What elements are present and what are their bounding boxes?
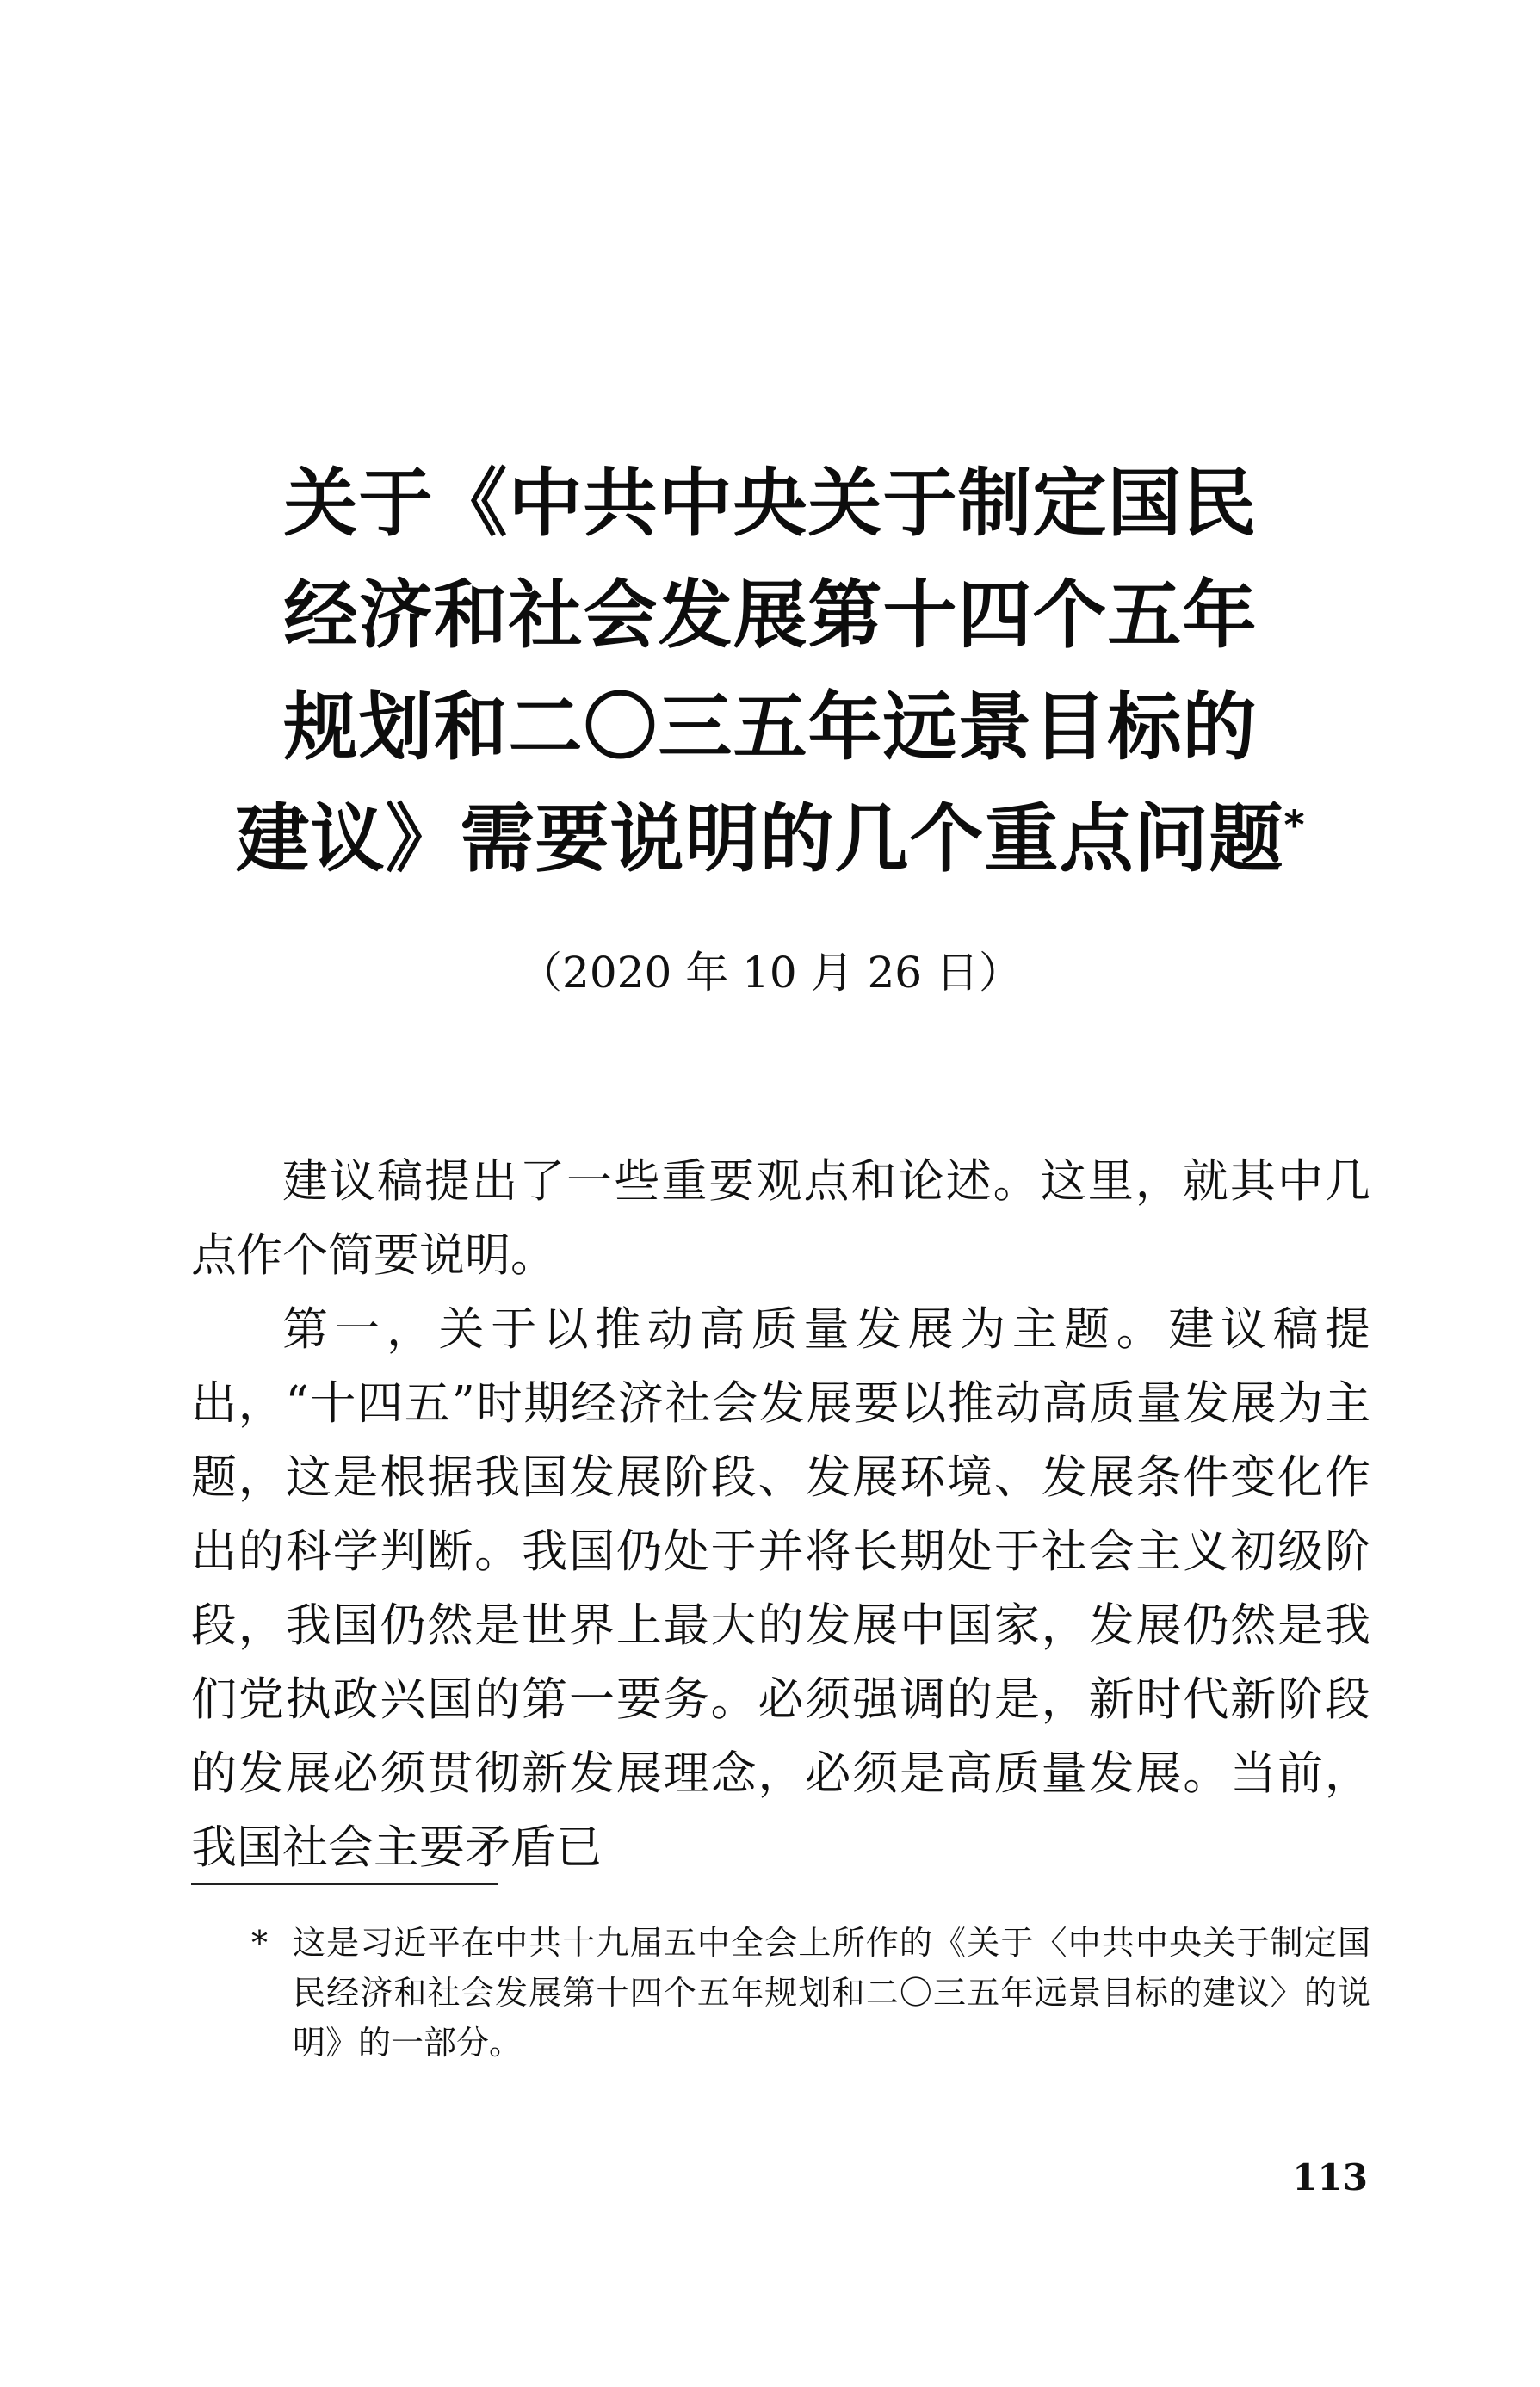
speech-date: （2020 年 10 月 26 日） [519,948,1022,998]
page-number: 113 [1292,2156,1368,2198]
title-line-1: 关于《中共中央关于制定国民 [283,461,1258,547]
body-paragraph-1: 建议稿提出了一些重要观点和论述。这里，就其中几点作个简要说明。 [191,1155,1370,1282]
title-line-2: 经济和社会发展第十四个五年 [283,572,1258,659]
body-paragraph-2: 第一，关于以推动高质量发展为主题。建议稿提出，“十四五”时期经济社会发展要以推动高质量发展为主题，这是根据我国发展阶段、发展环境、发展条件变化作出的科学判断。我国仍处于并将长期处于社会主义初级阶段，我国仍然是世界上最大的发展中国家，发展仍然是我们党执政兴国的第一要务。必须强调的是，新时代新阶段的发展必须贯彻新发展理念，必须是高质量发展。当前，我国社会主要矛盾已 [191,1303,1370,1874]
footnote [191,1918,1370,2068]
footnote-marker: * [251,1924,268,1962]
chapter-title [172,448,1369,895]
body-text [191,1145,1370,1885]
title-footnote-marker: * [1283,801,1306,849]
footnote-text: 这是习近平在中共十九届五中全会上所作的《关于〈中共中央关于制定国民经济和社会发展第十四个五年规划和二〇三五年远景目标的建议〉的说明》的一部分。 [293,1924,1370,2062]
title-line-3: 规划和二〇三五年远景目标的 [283,684,1258,770]
title-line-4 [172,783,1369,895]
title-line-4-text: 建议》需要说明的几个重点问题 [235,796,1284,882]
footnote-divider [191,1883,498,1885]
